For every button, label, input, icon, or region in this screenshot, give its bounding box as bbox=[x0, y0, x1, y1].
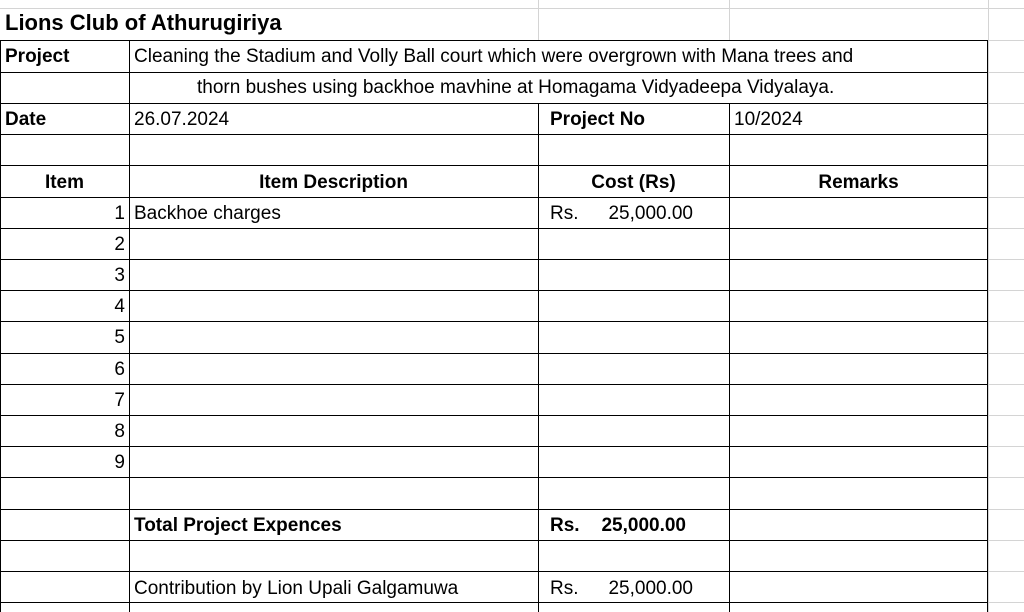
project-no-label: Project No bbox=[550, 109, 646, 130]
project-label: Project bbox=[5, 46, 70, 67]
row-cost-value: 25,000.00 bbox=[608, 203, 693, 224]
row-item-number: 7 bbox=[114, 390, 125, 411]
total-prefix: Rs. bbox=[550, 515, 580, 536]
row-item-number: 4 bbox=[114, 296, 125, 317]
project-description-line1: Cleaning the Stadium and Volly Ball court which were overgrown with Mana trees and bbox=[134, 46, 854, 67]
contribution-value: 25,000.00 bbox=[608, 578, 693, 599]
header-description: Item Description bbox=[259, 172, 408, 193]
header-remarks: Remarks bbox=[818, 172, 899, 193]
date-label: Date bbox=[5, 109, 47, 130]
row-item-number: 8 bbox=[114, 421, 125, 442]
row-item-number: 5 bbox=[114, 327, 125, 348]
row-item-number: 9 bbox=[114, 452, 125, 473]
total-value: 25,000.00 bbox=[601, 515, 686, 536]
row-item-number: 2 bbox=[114, 234, 125, 255]
contribution-label: Contribution by Lion Upali Galgamuwa bbox=[134, 578, 459, 599]
header-cost: Cost (Rs) bbox=[591, 172, 676, 193]
header-item: Item bbox=[44, 172, 85, 193]
row-item-number: 1 bbox=[114, 203, 125, 224]
row-item-number: 3 bbox=[114, 265, 125, 286]
sheet-title: Lions Club of Athurugiriya bbox=[5, 10, 282, 35]
row-cost-prefix: Rs. bbox=[550, 203, 579, 224]
project-no-value: 10/2024 bbox=[734, 109, 803, 130]
row-description: Backhoe charges bbox=[134, 203, 281, 224]
project-description-line2: thorn bushes using backhoe mavhine at Homagama Vidyadeepa Vidyalaya. bbox=[197, 77, 835, 98]
date-value: 26.07.2024 bbox=[134, 109, 230, 130]
total-label: Total Project Expences bbox=[134, 515, 342, 536]
row-item-number: 6 bbox=[114, 359, 125, 380]
contribution-prefix: Rs. bbox=[550, 578, 579, 599]
